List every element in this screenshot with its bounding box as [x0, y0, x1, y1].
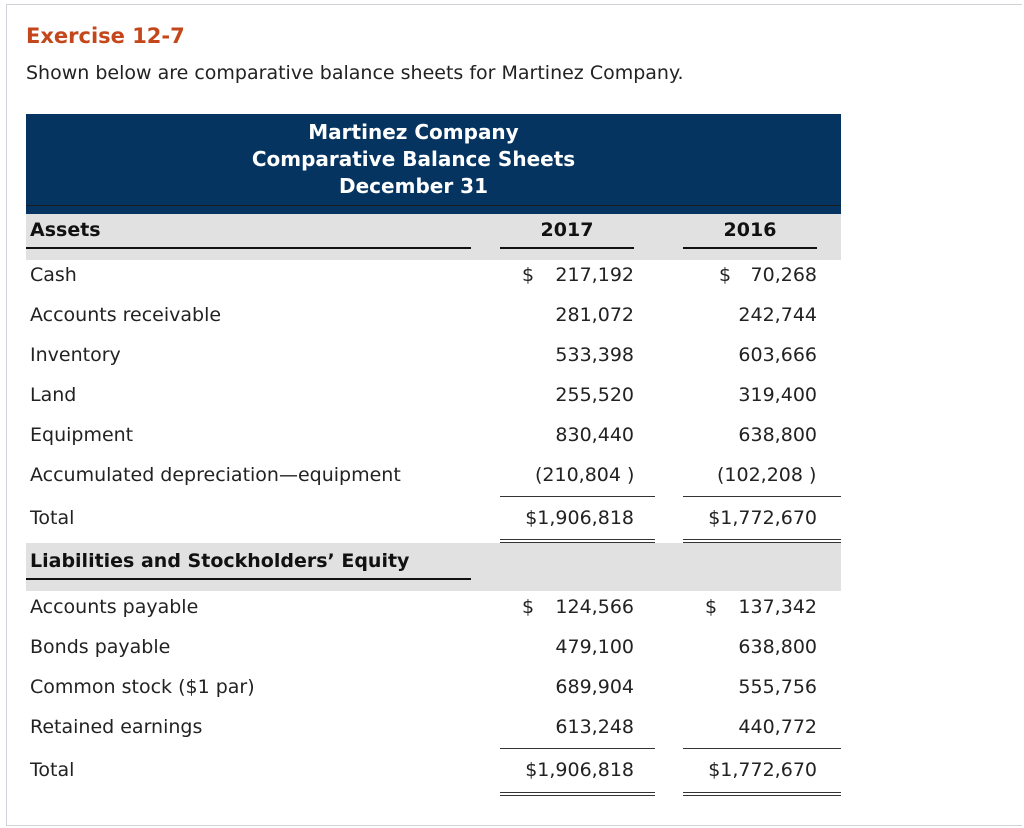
- retained-earnings-2017: 613,248: [555, 716, 634, 738]
- assets-label: Assets: [30, 219, 101, 241]
- accounts-payable-2016: 137,342: [738, 596, 817, 618]
- header-rule: [26, 205, 841, 206]
- total-liabilities-equity-2016: $1,772,670: [708, 759, 817, 781]
- equipment-2016: 638,800: [738, 424, 817, 446]
- liabilities-label: Liabilities and Stockholders’ Equity: [30, 550, 410, 572]
- common-stock-2016: 555,756: [738, 676, 817, 698]
- row-label-total-liabilities: Total: [30, 759, 75, 781]
- equipment-2017: 830,440: [555, 424, 634, 446]
- exercise-title: Exercise 12-7: [26, 24, 185, 48]
- accounts-payable-2017: 124,566: [555, 596, 634, 618]
- retained-earnings-2016: 440,772: [738, 716, 817, 738]
- column-2017-underline: [500, 247, 634, 249]
- company-name: Martinez Company: [308, 120, 519, 144]
- row-label-accounts-payable: Accounts payable: [30, 596, 199, 618]
- land-2016: 319,400: [738, 384, 817, 406]
- bonds-payable-2017: 479,100: [555, 636, 634, 658]
- assets-subtotal-rule-2016: [683, 496, 841, 497]
- accumulated-depreciation-2017: (210,804 ): [535, 464, 635, 486]
- column-2016: 2016: [723, 219, 777, 241]
- cash-2017: 217,192: [555, 264, 634, 286]
- land-2017: 255,520: [555, 384, 634, 406]
- row-label-common-stock: Common stock ($1 par): [30, 676, 255, 698]
- liabilities-subtotal-rule-2017: [500, 748, 655, 749]
- inventory-2017: 533,398: [555, 344, 634, 366]
- accumulated-depreciation-2016: (102,208 ): [717, 464, 817, 486]
- row-label-cash: Cash: [30, 264, 77, 286]
- bonds-payable-2016: 638,800: [738, 636, 817, 658]
- row-label-bonds-payable: Bonds payable: [30, 636, 171, 658]
- cash-2016: 70,268: [750, 264, 817, 286]
- column-2016-underline: [683, 247, 817, 249]
- statement-date: December 31: [339, 174, 488, 198]
- row-label-retained-earnings: Retained earnings: [30, 716, 203, 738]
- assets-underline: [26, 247, 471, 249]
- liabilities-underline: [26, 578, 471, 580]
- exercise-intro: Shown below are comparative balance sheets for Martinez Company.: [26, 62, 684, 84]
- dollar-sign-2017: $: [522, 264, 535, 286]
- liabilities-subtotal-rule-2016: [683, 748, 841, 749]
- statement-title: Comparative Balance Sheets: [251, 147, 576, 171]
- row-label-inventory: Inventory: [30, 344, 121, 366]
- common-stock-2017: 689,904: [555, 676, 634, 698]
- dollar-sign-2016: $: [719, 264, 732, 286]
- dollar-sign-2016: $: [705, 596, 718, 618]
- row-label-land: Land: [30, 384, 77, 406]
- total-liabilities-equity-2017: $1,906,818: [525, 759, 634, 781]
- total-assets-2016: $1,772,670: [708, 507, 817, 529]
- row-label-equipment: Equipment: [30, 424, 134, 446]
- accounts-receivable-2017: 281,072: [555, 304, 634, 326]
- inventory-2016: 603,666: [738, 344, 817, 366]
- accounts-receivable-2016: 242,744: [738, 304, 817, 326]
- column-2017: 2017: [540, 219, 594, 241]
- liabilities-total-double-rule-2016: [683, 792, 841, 796]
- statement-header: [26, 114, 841, 214]
- row-label-accounts-receivable: Accounts receivable: [30, 304, 222, 326]
- row-label-total-assets: Total: [30, 507, 75, 529]
- dollar-sign-2017: $: [522, 596, 535, 618]
- total-assets-2017: $1,906,818: [525, 507, 634, 529]
- assets-subtotal-rule-2017: [500, 496, 655, 497]
- liabilities-total-double-rule-2017: [500, 792, 655, 796]
- row-label-accumulated-depreciation: Accumulated depreciation—equipment: [30, 464, 401, 486]
